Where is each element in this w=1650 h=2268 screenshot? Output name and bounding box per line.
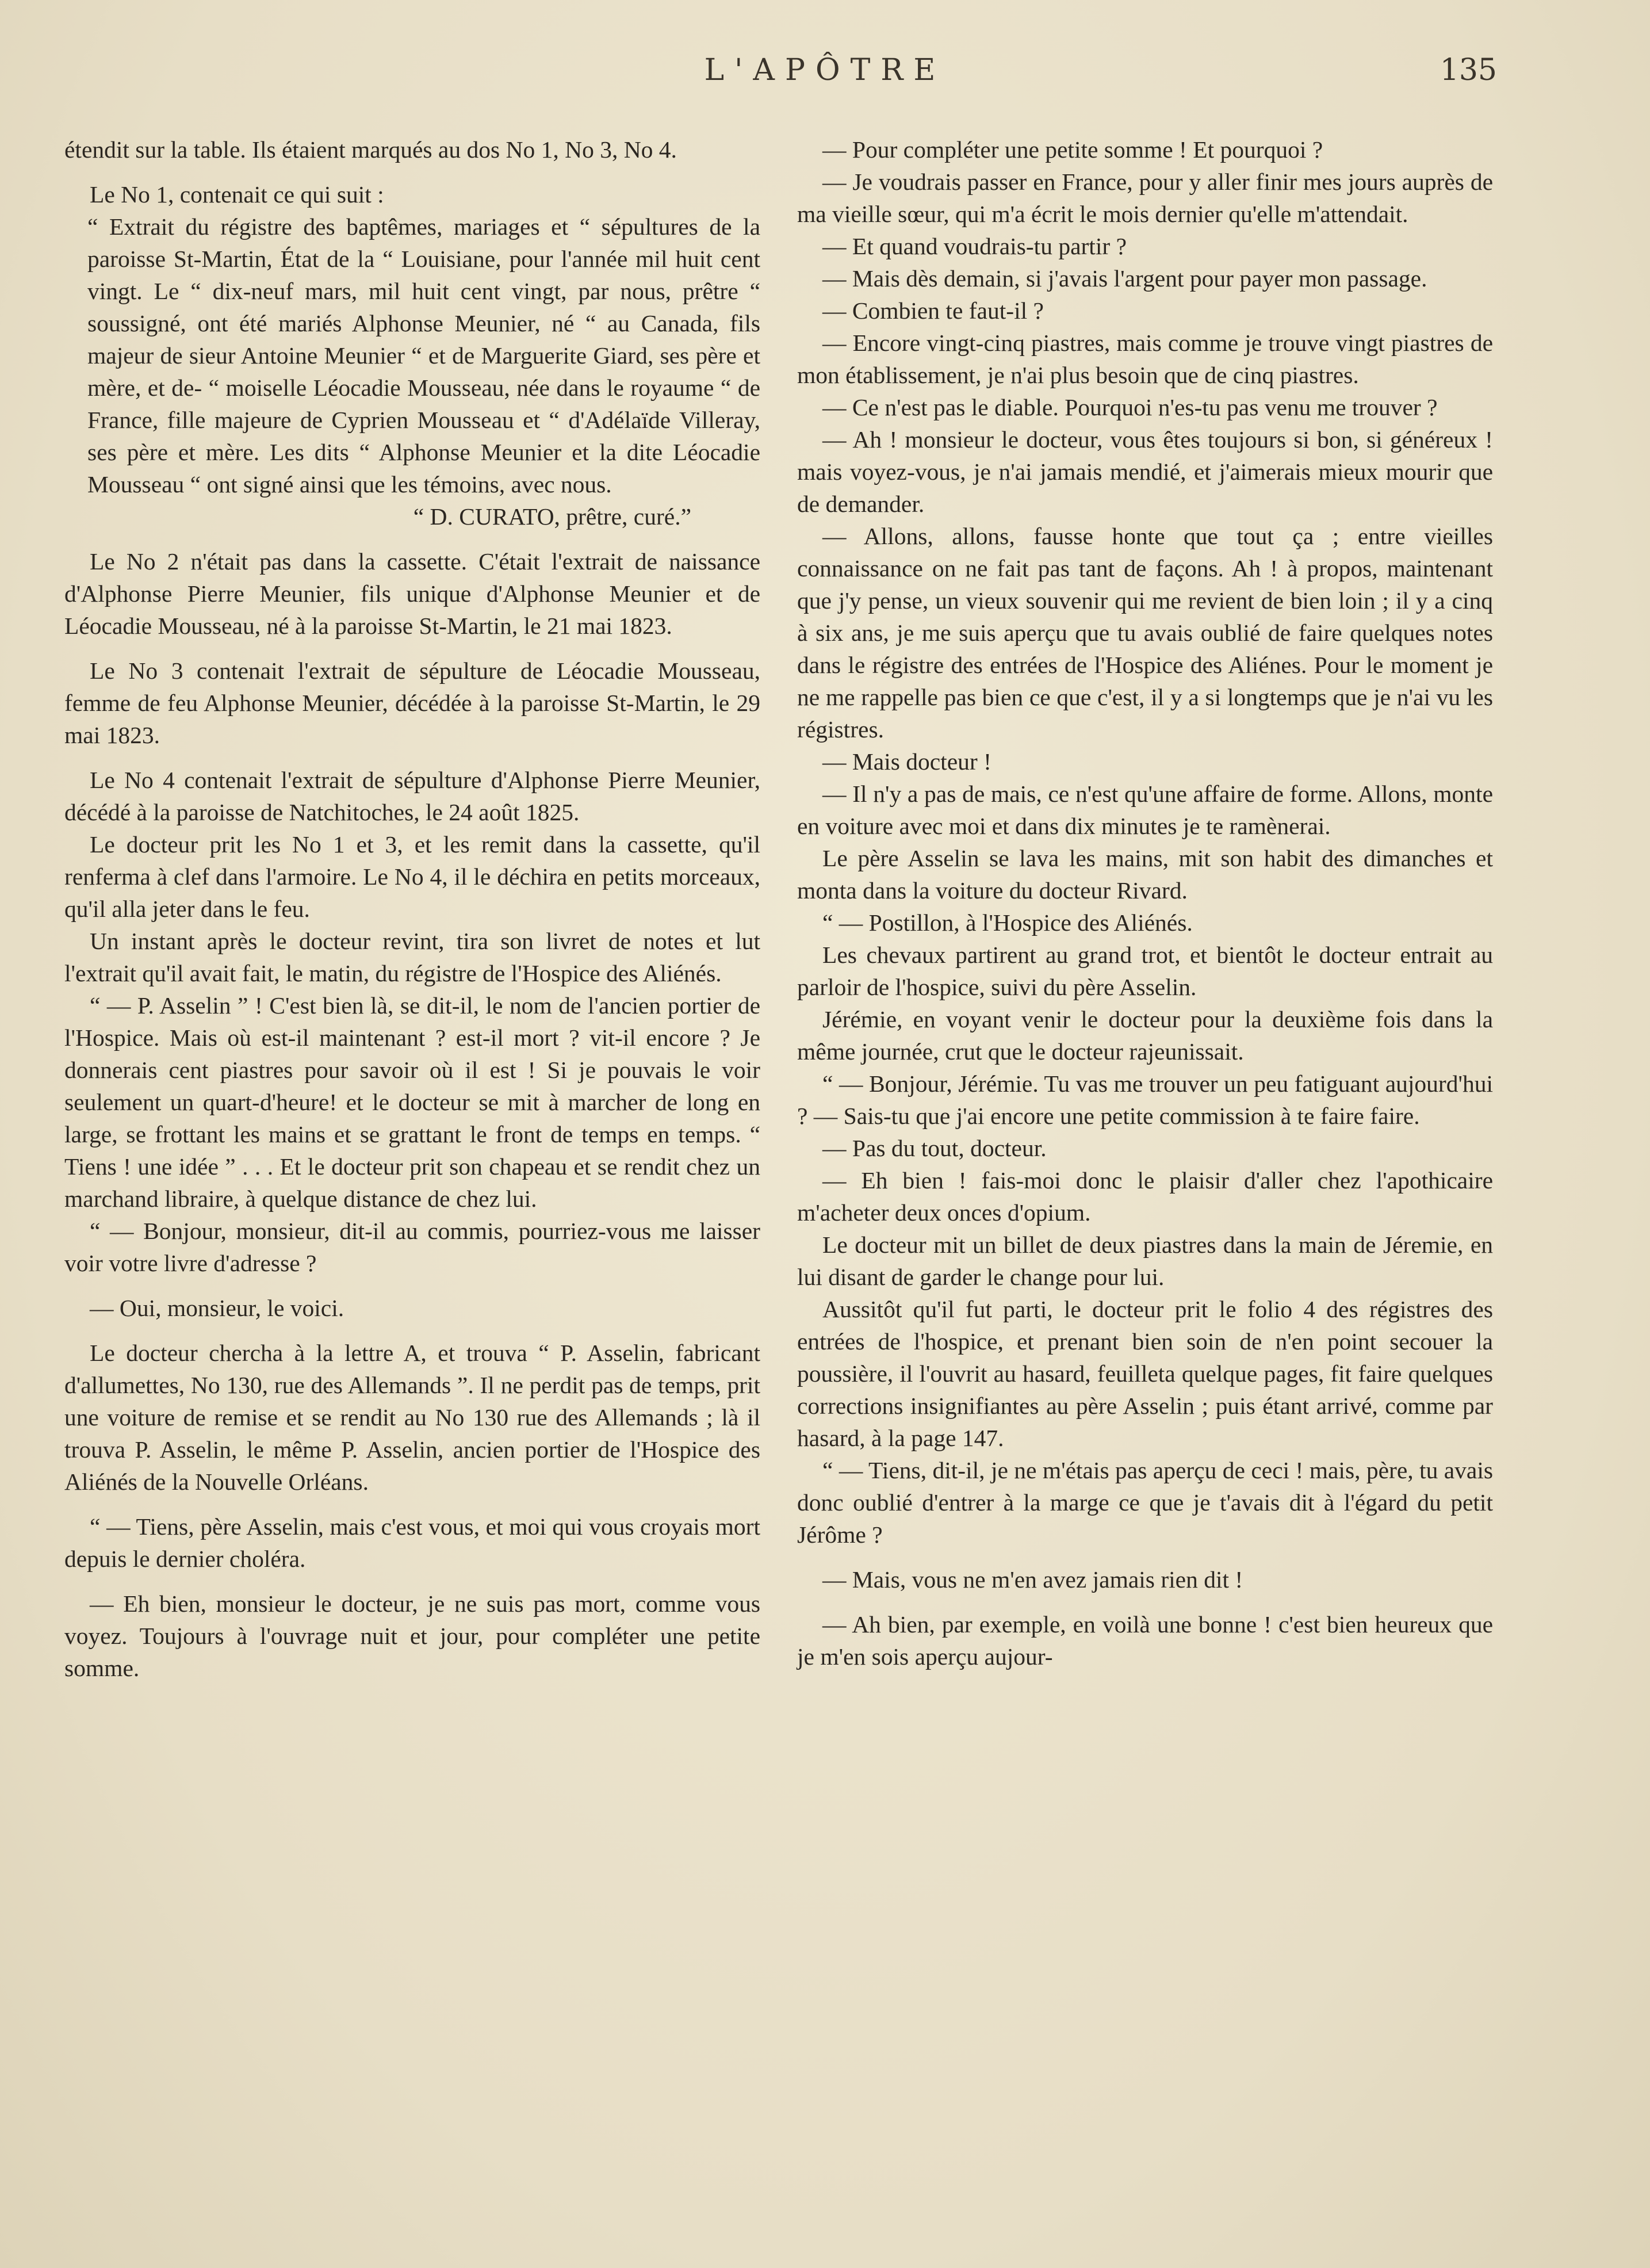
paragraph: — Allons, allons, fausse honte que tout ça ; entre vieilles connaissance on ne fait pas tant de façons. Ah ! à propos, maintenant que j'y pense, un vieux souvenir qui me revient de bien loin ; il y a cinq à six ans, je me suis aperçu que tu avais oublié de faire quelques notes dans le régistre des entrées de l'Hospice des Aliénes. Pour le moment je ne me rappelle pas bien ce que c'est, il y a si longtemps que je n'ai vu les régistres. bbox=[797, 523, 1493, 743]
paragraph: — Et quand voudrais-tu partir ? bbox=[822, 233, 1127, 259]
paragraph: — Pas du tout, docteur. bbox=[822, 1135, 1047, 1161]
paragraph: — Mais docteur ! bbox=[822, 748, 991, 775]
running-title: L'APÔTRE bbox=[704, 53, 946, 87]
paragraph: Aussitôt qu'il fut parti, le docteur prit le folio 4 des régistres des entrées de l'hospice, et prenant bien soin de n'en point secouer la poussière, il l'ouvrit au hasard, feuilleta quelque pages, fit faire quelques corrections insignifiantes au père Asselin ; puis étant arrivé, comme par hasard, à la page 147. bbox=[797, 1296, 1493, 1451]
page-header bbox=[0, 53, 1650, 99]
paragraph: — Oui, monsieur, le voici. bbox=[90, 1295, 344, 1321]
paragraph: — Encore vingt-cinq piastres, mais comme je trouve vingt piastres de mon établissement, je n'ai plus besoin que de cinq piastres. bbox=[797, 330, 1493, 388]
paragraph: Un instant après le docteur revint, tira son livret de notes et lut l'extrait qu'il avait fait, le matin, du régistre de l'Hospice des Aliénés. bbox=[64, 928, 760, 986]
left-column bbox=[64, 133, 760, 1684]
paragraph: — Je voudrais passer en France, pour y aller finir mes jours auprès de ma vieille sœur, qui m'a écrit le mois dernier qu'elle m'attendait. bbox=[797, 169, 1493, 227]
paragraph: “ — Postillon, à l'Hospice des Aliénés. bbox=[822, 909, 1193, 936]
paragraph: “ — Tiens, dit-il, je ne m'étais pas aperçu de ceci ! mais, père, tu avais donc oublié d'entrer à la marge ce que je t'avais dit à l'égard du petit Jérôme ? bbox=[797, 1457, 1493, 1548]
paragraph: — Pour compléter une petite somme ! Et pourquoi ? bbox=[822, 136, 1323, 163]
paragraph: — Eh bien, monsieur le docteur, je ne suis pas mort, comme vous voyez. Toujours à l'ouvrage nuit et jour, pour compléter une petite somme. bbox=[64, 1590, 760, 1681]
paragraph: — Ah ! monsieur le docteur, vous êtes toujours si bon, si généreux ! mais voyez-vous, je n'ai jamais mendié, et j'aimerais mieux mourir que de demander. bbox=[797, 426, 1493, 517]
paragraph: Le docteur prit les No 1 et 3, et les remit dans la cassette, qu'il renferma à clef dans l'armoire. Le No 4, il le déchira en petits morceaux, qu'il alla jeter dans le feu. bbox=[64, 831, 760, 922]
paragraph: Jérémie, en voyant venir le docteur pour la deuxième fois dans la même journée, crut que le docteur rajeunissait. bbox=[797, 1006, 1493, 1065]
paragraph: Le No 2 n'était pas dans la cassette. C'était l'extrait de naissance d'Alphonse Pierre Meunier, fils unique d'Alphonse Meunier et de Léocadie Mousseau, né à la paroisse St-Martin, le 21 mai 1823. bbox=[64, 548, 760, 639]
paragraph: “ — Tiens, père Asselin, mais c'est vous, et moi qui vous croyais mort depuis le dernier choléra. bbox=[64, 1513, 760, 1572]
paragraph: — Il n'y a pas de mais, ce n'est qu'une affaire de forme. Allons, monte en voiture avec moi et dans dix minutes je te ramènerai. bbox=[797, 781, 1493, 839]
paragraph: Le No 3 contenait l'extrait de sépulture de Léocadie Mousseau, femme de feu Alphonse Meunier, décédée à la paroisse St-Martin, le 29 mai 1823. bbox=[64, 657, 760, 748]
paragraph: “ — Bonjour, Jérémie. Tu vas me trouver un peu fatiguant aujourd'hui ? — Sais-tu que j'ai encore une petite commission à te faire faire. bbox=[797, 1070, 1493, 1129]
paragraph: — Eh bien ! fais-moi donc le plaisir d'aller chez l'apothicaire m'acheter deux onces d'opium. bbox=[797, 1167, 1493, 1226]
paragraph: — Combien te faut-il ? bbox=[822, 297, 1044, 324]
paragraph: Le No 4 contenait l'extrait de sépulture d'Alphonse Pierre Meunier, décédé à la paroisse de Natchitoches, le 24 août 1825. bbox=[64, 767, 760, 825]
paragraph: Le docteur chercha à la lettre A, et trouva “ P. Asselin, fabricant d'allumettes, No 130, rue des Allemands ”. Il ne perdit pas de temps, prit une voiture de remise et se rendit au No 130 rue des Allemands ; là il trouva P. Asselin, le même P. Asselin, ancien portier de l'Hospice des Aliénés de la Nouvelle Orléans. bbox=[64, 1340, 760, 1495]
paragraph: étendit sur la table. Ils étaient marqués au dos No 1, No 3, No 4. bbox=[64, 136, 677, 163]
signature-line: “ D. CURATO, prêtre, curé.” bbox=[413, 503, 691, 530]
paragraph: Les chevaux partirent au grand trot, et bientôt le docteur entrait au parloir de l'hospice, suivi du père Asselin. bbox=[797, 942, 1493, 1000]
paragraph: — Ah bien, par exemple, en voilà une bonne ! c'est bien heureux que je m'en sois aperçu aujour- bbox=[797, 1611, 1493, 1670]
paragraph: “ — Bonjour, monsieur, dit-il au commis, pourriez-vous me laisser voir votre livre d'adresse ? bbox=[64, 1218, 760, 1276]
paragraph: Le docteur mit un billet de deux piastres dans la main de Jéremie, en lui disant de garder le change pour lui. bbox=[797, 1231, 1493, 1290]
paragraph: Le No 1, contenait ce qui suit : bbox=[90, 181, 384, 208]
right-column bbox=[797, 133, 1493, 1673]
paragraph: — Mais, vous ne m'en avez jamais rien dit ! bbox=[822, 1566, 1243, 1593]
paragraph: — Ce n'est pas le diable. Pourquoi n'es-tu pas venu me trouver ? bbox=[822, 394, 1438, 420]
paragraph: — Mais dès demain, si j'avais l'argent pour payer mon passage. bbox=[822, 265, 1427, 292]
paragraph: “ — P. Asselin ” ! C'est bien là, se dit-il, le nom de l'ancien portier de l'Hospice. Mais où est-il maintenant ? est-il mort ? vit-il encore ? Je donnerais cent piastres pour savoir où il est ! Si je pouvais le voir seulement un quart-d'heure! et le docteur se mit à marcher de long en large, se frottant les mains et se grattant le front de temps en temps. “ Tiens ! une idée ” . . . Et le docteur prit son chapeau et se rendit chez un marchand libraire, à quelque distance de chez lui. bbox=[64, 992, 760, 1212]
page-number: 135 bbox=[1440, 53, 1497, 87]
paragraph: Le père Asselin se lava les mains, mit son habit des dimanches et monta dans la voiture du docteur Rivard. bbox=[797, 845, 1493, 904]
register-extract-quote: “ Extrait du régistre des baptêmes, mariages et “ sépultures de la paroisse St-Martin, État de la “ Louisiane, pour l'année mil huit cent vingt. Le “ dix-neuf mars, mil huit cent vingt, par nous, prêtre “ soussigné, ont été mariés Alphonse Meunier, né “ au Canada, fils majeur de sieur Antoine Meunier “ et de Marguerite Giard, ses père et mère, et de- “ moiselle Léocadie Mousseau, née dans le royaume “ de France, fille majeure de Cyprien Mousseau et “ d'Adélaïde Villeray, ses père et mère. Les dits “ Alphonse Meunier et la dite Léocadie Mousseau “ ont signé ainsi que les témoins, avec nous. bbox=[87, 213, 760, 498]
